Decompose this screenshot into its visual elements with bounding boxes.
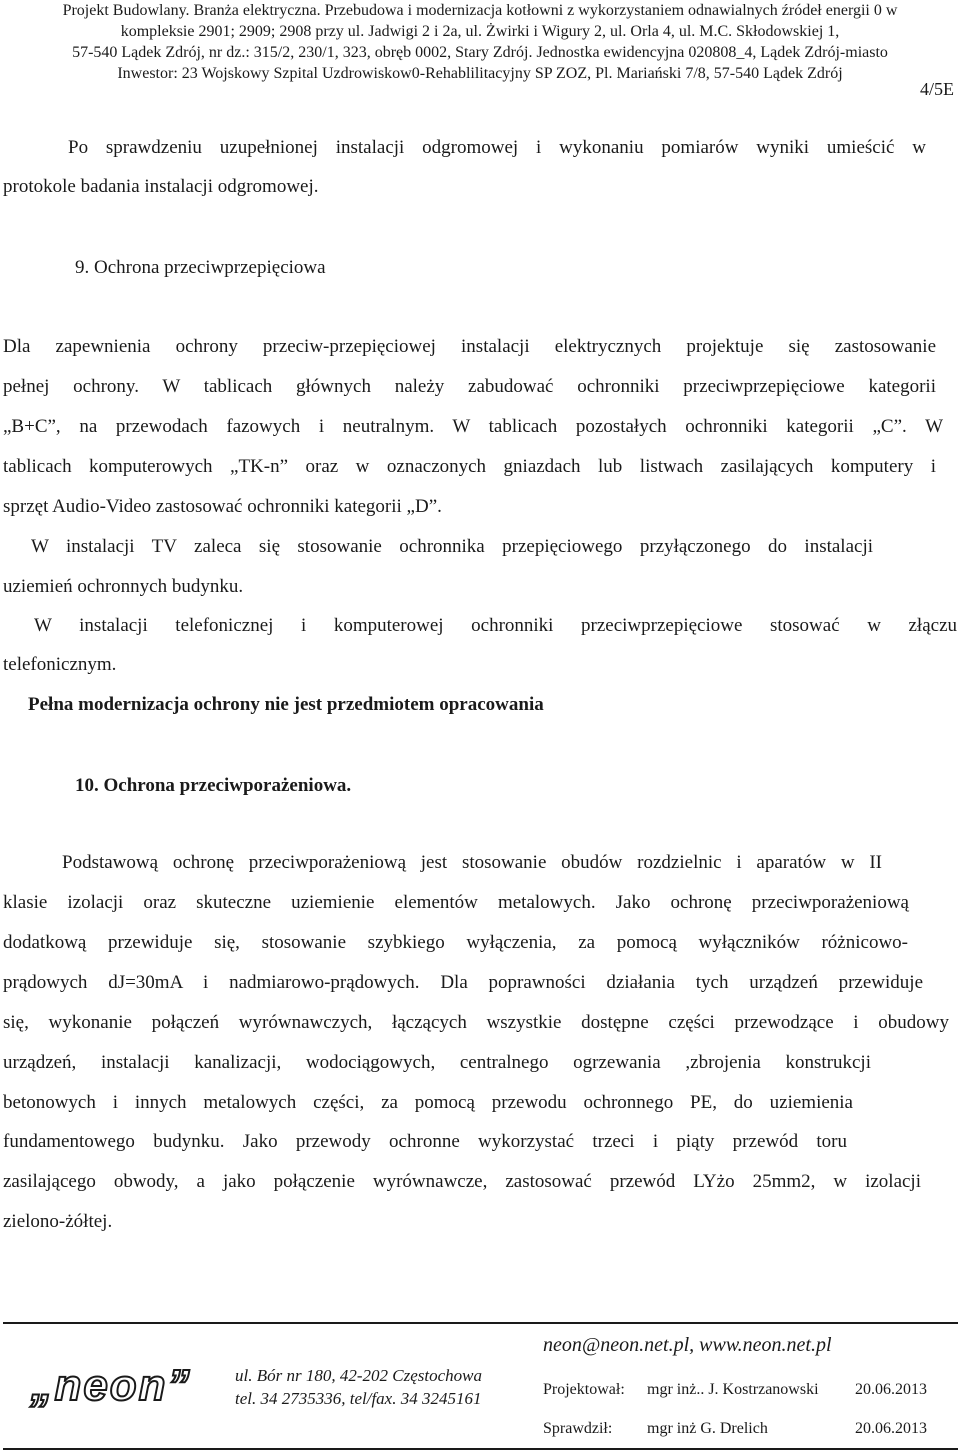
header-line: 57-540 Lądek Zdrój, nr dz.: 315/2, 230/1, 323, obręb 0002, Stary Zdrój. Jednostka ewidencyjna 020808_4, Lądek Zdrój-miasto	[72, 44, 888, 61]
checked-name: mgr inż G. Drelich	[647, 1420, 768, 1437]
section-heading-10: 10. Ochrona przeciwporażeniowa.	[75, 775, 352, 796]
header-line: kompleksie 2901; 2909; 2908 przy ul. Jadwigi 2 i 2a, ul. Żwirki i Wigury 2, ul. Orla 4, ul. M.C. Skłodowskiej 1,	[120, 23, 840, 40]
contact-block	[543, 1324, 958, 1448]
paragraph-line: klasie izolacji oraz skuteczne uziemienie elementów metalowych. Jako ochronę przeciwporażeniową	[3, 892, 909, 913]
paragraph-line: telefonicznym.	[3, 654, 117, 675]
address-line: ul. Bór nr 180, 42-202 Częstochowa	[235, 1366, 482, 1385]
designed-name: mgr inż.. J. Kostrzanowski	[647, 1381, 819, 1398]
paragraph-line: sprzęt Audio-Video zastosować ochronniki kategorii „D”.	[3, 496, 442, 517]
paragraph-line: fundamentowego budynku. Jako przewody ochronne wykorzystać trzeci i piąty przewód toru	[3, 1131, 847, 1152]
paragraph-line: się, wykonanie połączeń wyrównawczych, łączących wszystkie dostępne części przewodzące i obudowy	[3, 1012, 949, 1033]
paragraph-line: „B+C”, na przewodach fazowych i neutralnym. W tablicach pozostałych ochronniki kategorii „C”. W	[3, 416, 943, 437]
paragraph-line: zasilającego obwody, a jako połączenie wyrównawcze, zastosować przewód LYżo 25mm2, w izolacji	[3, 1171, 921, 1192]
phone-line: tel. 34 2735336, tel/fax. 34 3245161	[235, 1389, 482, 1408]
paragraph-line: W instalacji telefonicznej i komputerowej ochronniki przeciwprzepięciowe stosować w złączu	[34, 615, 957, 636]
title-block	[3, 1322, 958, 1450]
page-number: 4/5E	[920, 79, 954, 99]
designed-date: 20.06.2013	[855, 1381, 927, 1398]
bold-note: Pełna modernizacja ochrony nie jest przedmiotem opracowania	[28, 694, 544, 715]
paragraph-line: uziemień ochronnych budynku.	[3, 576, 244, 597]
paragraph-line: protokole badania instalacji odgromowej.	[3, 176, 319, 197]
header-line: Inwestor: 23 Wojskowy Szpital Uzdrowiskow0-Rehablilitacyjny SP ZOZ, Pl. Mariański 7/8, 57-540 Lądek Zdrój	[117, 65, 843, 82]
paragraph-line: urządzeń, instalacji kanalizacji, wodociągowych, centralnego ogrzewania ,zbrojenia konstrukcji	[3, 1052, 871, 1073]
paragraph-line: Po sprawdzeniu uzupełnionej instalacji odgromowej i wykonaniu pomiarów wyniki umieścić w	[68, 137, 926, 158]
company-address	[235, 1364, 525, 1410]
checked-date: 20.06.2013	[855, 1420, 927, 1437]
paragraph-line: W instalacji TV zaleca się stosowanie ochronnika przepięciowego przyłączonego do instalacji	[31, 536, 873, 557]
email-website: neon@neon.net.pl, www.neon.net.pl	[543, 1334, 832, 1356]
paragraph-line: betonowych i innych metalowych części, za pomocą przewodu ochronnego PE, do uziemienia	[3, 1092, 853, 1113]
paragraph-line: pełnej ochrony. W tablicach głównych należy zabudować ochronniki przeciwprzepięciowe kategorii	[3, 376, 936, 397]
section-heading-9: 9. Ochrona przeciwprzepięciowa	[75, 257, 326, 278]
paragraph-line: dodatkową przewiduje się, stosowanie szybkiego wyłączenia, za pomocą wyłączników różnicowo-	[3, 932, 908, 953]
company-logo: „neon”	[30, 1361, 192, 1410]
paragraph-line: Dla zapewnienia ochrony przeciw-przepięciowej instalacji elektrycznych projektuje się zastosowanie	[3, 336, 936, 357]
paragraph-line: prądowych dJ=30mA i nadmiarowo-prądowych. Dla poprawności działania tych urządzeń przewiduje	[3, 972, 923, 993]
checked-label: Sprawdził:	[543, 1420, 613, 1437]
paragraph-line: Podstawową ochronę przeciwporażeniową jest stosowanie obudów rozdzielnic i aparatów w II	[62, 852, 882, 873]
header-line: Projekt Budowlany. Branża elektryczna. Przebudowa i modernizacja kotłowni z wykorzystaniem odnawialnych źródeł energii 0 w	[62, 2, 898, 19]
designed-label: Projektował:	[543, 1381, 625, 1398]
paragraph-line: zielono-żółtej.	[3, 1211, 113, 1232]
paragraph-line: tablicach komputerowych „TK-n” oraz w oznaczonych gniazdach lub listwach zasilających komputery i	[3, 456, 936, 477]
